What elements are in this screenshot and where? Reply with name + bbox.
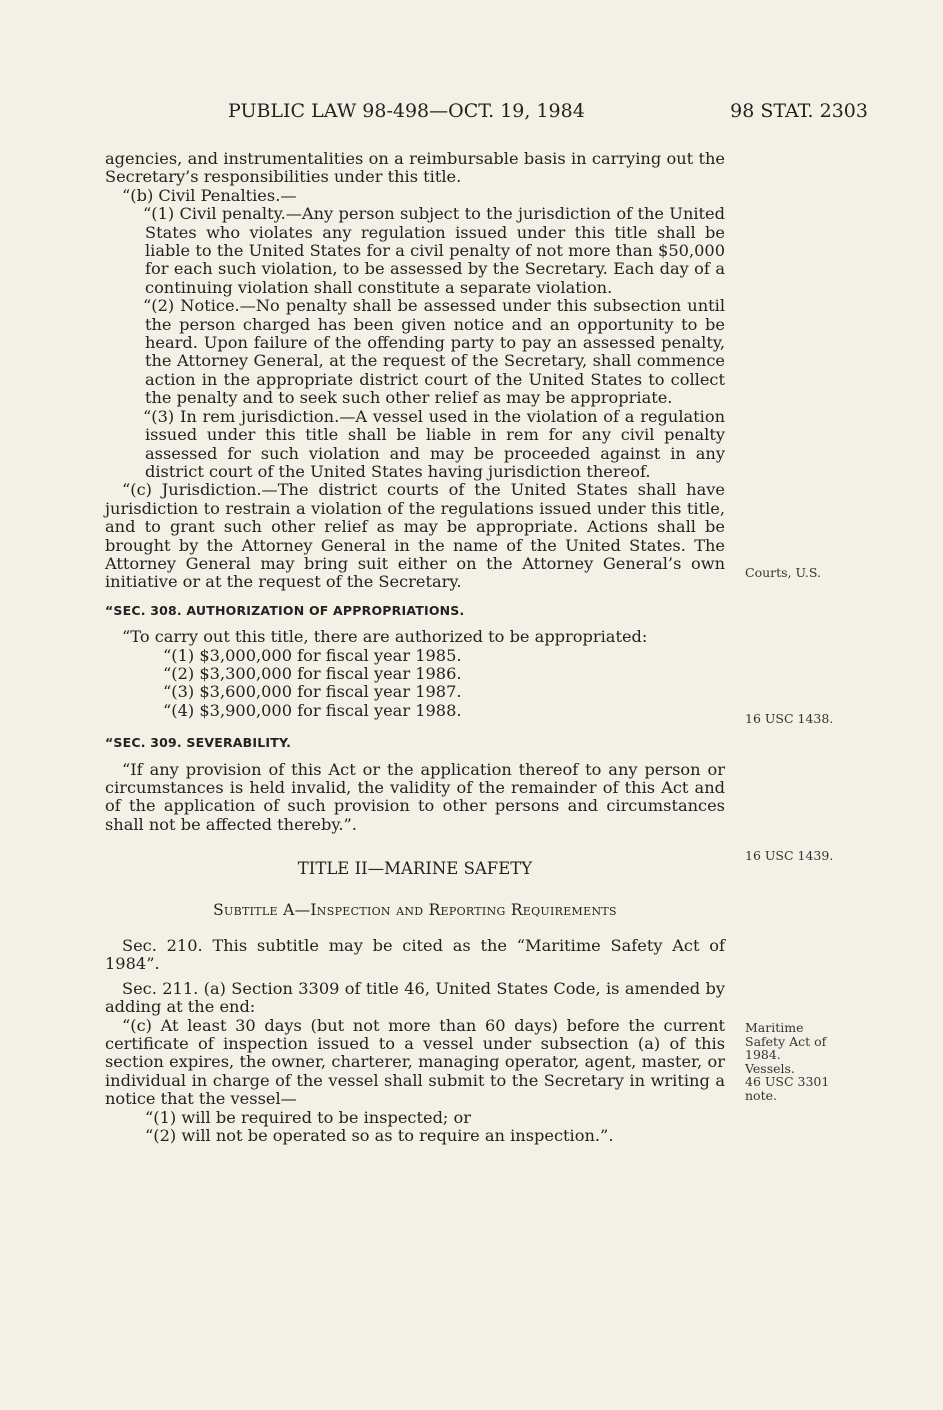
public-law-title: PUBLIC LAW 98-498—OCT. 19, 1984 xyxy=(228,100,585,122)
margin-note-line: Maritime xyxy=(745,1020,804,1035)
section-308-intro: “To carry out this title, there are authorized to be appropriated: xyxy=(122,627,648,647)
paragraph-b1-civil-penalty: “(1) Civil penalty.—Any person subject to the jurisdiction of the United States who violates any regulation issued under this title shall be liable to the United States for a civil penalty of not more than $50,000 for each such violation, to be assessed by the Secretary. Each day of a continuing violation shall constitute a separate violation. xyxy=(143,204,725,297)
section-309-heading: “SEC. 309. SEVERABILITY. xyxy=(105,735,292,751)
statute-reference: 98 STAT. 2303 xyxy=(730,100,868,122)
margin-note-line: 46 USC 3301 xyxy=(745,1074,830,1089)
margin-note-courts: Courts, U.S. xyxy=(745,565,821,580)
page-header xyxy=(105,100,868,130)
section-309-text: “If any provision of this Act or the application thereof to any person or circumstances is held invalid, the validity of the remainder of this Act and of the application of such provision to other persons and circumstances shall not be affected thereby.”. xyxy=(105,759,725,834)
paragraph-b3-in-rem: “(3) In rem jurisdiction.—A vessel used in the violation of a regulation issued under this title shall be liable in rem for any civil penalty assessed for such violation and may be proceeded against in any district court of the United States having jurisdiction thereof. xyxy=(143,406,725,481)
section-211-item: “(2) will not be operated so as to require an inspection.”. xyxy=(145,1126,614,1146)
paragraph-intro: agencies, and instrumentalities on a reimbursable basis in carrying out the Secretary’s responsibilities under this title. xyxy=(105,149,725,187)
margin-note-usc-1438: 16 USC 1438. xyxy=(745,711,834,726)
subsection-c-jurisdiction: “(c) Jurisdiction.—The district courts of the United States shall have jurisdiction to restrain a violation of the regulations issued under this title, and to grant such other relief as may be appropriate. Actions shall be brought by the Attorney General in the name of the United States. The Attorney General may bring suit either on the Attorney General’s own initiative or at the request of the Secretary. xyxy=(105,480,725,592)
margin-note-line: 1984. xyxy=(745,1047,781,1062)
subsection-b-heading: “(b) Civil Penalties.— xyxy=(122,185,297,205)
appropriation-item: “(4) $3,900,000 for fiscal year 1988. xyxy=(163,700,462,720)
margin-note-line: Safety Act of xyxy=(745,1033,827,1049)
document-body xyxy=(105,150,725,1146)
section-308-heading: “SEC. 308. AUTHORIZATION OF APPROPRIATIONS. xyxy=(105,602,465,618)
title-ii-heading: TITLE II—MARINE SAFETY xyxy=(297,859,533,879)
margin-note-usc-1439: 16 USC 1439. xyxy=(745,848,834,863)
appropriation-item: “(1) $3,000,000 for fiscal year 1985. xyxy=(163,645,462,665)
appropriation-item: “(3) $3,600,000 for fiscal year 1987. xyxy=(163,682,462,702)
section-211-item: “(1) will be required to be inspected; or xyxy=(145,1107,472,1127)
margin-note-maritime-safety xyxy=(745,1021,829,1102)
section-211-subsection-c: “(c) At least 30 days (but not more than 60 days) before the current certificate of inspection issued to a vessel under subsection (a) of this section expires, the owner, charterer, managing operator, agent, master, or individual in charge of the vessel shall submit to the Secretary in writing a notice that the vessel— xyxy=(105,1015,725,1109)
subtitle-a-heading: Subtitle A—Inspection and Reporting Requirements xyxy=(213,900,617,919)
section-211-text: Sec. 211. (a) Section 3309 of title 46, United States Code, is amended by adding at the end: xyxy=(105,978,725,1017)
margin-note-vessels: Vessels. xyxy=(745,1060,795,1076)
margin-note-line: note. xyxy=(745,1087,777,1103)
appropriation-item: “(2) $3,300,000 for fiscal year 1986. xyxy=(163,663,462,683)
section-210-text: Sec. 210. This subtitle may be cited as the “Maritime Safety Act of 1984”. xyxy=(105,936,725,974)
paragraph-b2-notice: “(2) Notice.—No penalty shall be assessed under this subsection until the person charged has been given notice and an opportunity to be heard. Upon failure of the offending party to pay an assessed penalty, the Attorney General, at the request of the Secretary, shall commence action in the appropriate district court of the United States to collect the penalty and to seek such other relief as may be appropriate. xyxy=(143,296,725,408)
